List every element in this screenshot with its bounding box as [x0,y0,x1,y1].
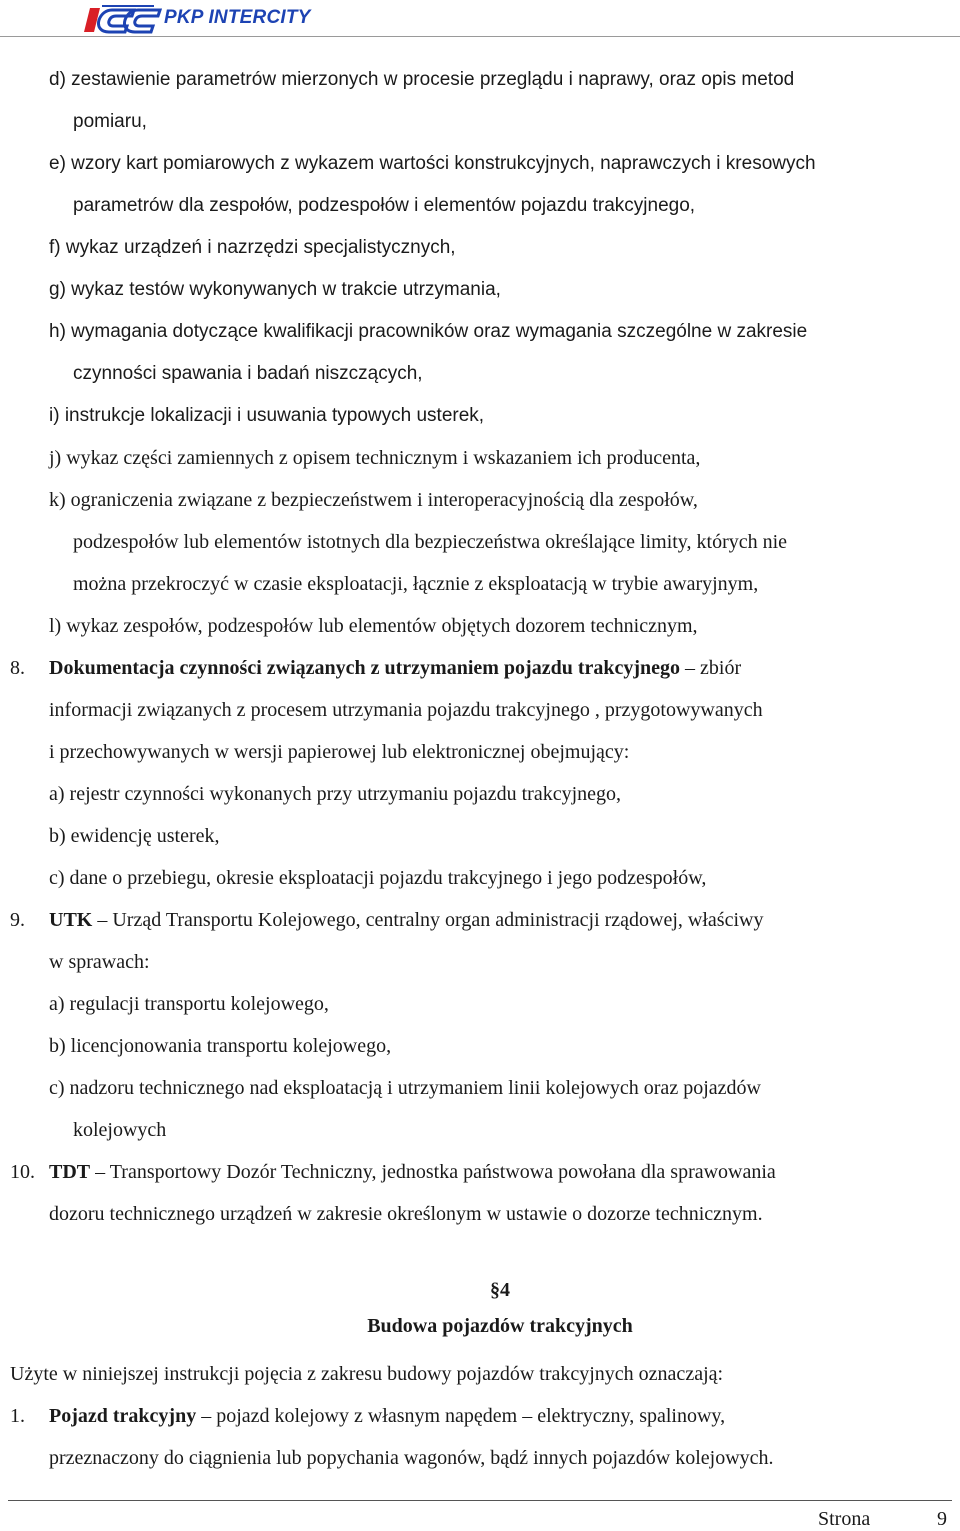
definition-line [49,1404,725,1428]
ic-logo-icon [84,4,162,34]
text-line: w sprawach: [49,951,150,973]
definition-line [49,908,763,932]
text-line: c) dane o przebiegu, okresie eksploatacji pojazdu trakcyjnego i jego podzespołów, [49,867,707,889]
definition-text: – Transportowy Dozór Techniczny, jednostka państwowa powołana dla sprawowania [90,1161,776,1183]
definition-text: – Urząd Transportu Kolejowego, centralny organ administracji rządowej, właściwy [92,909,764,931]
text-line: przeznaczony do ciągnienia lub popychania wagonów, bądź innych pojazdów kolejowych. [49,1447,774,1469]
text-line: parametrów dla zespołów, podzespołów i elementów pojazdu trakcyjnego, [73,195,696,216]
text-line: f) wykaz urządzeń i nazrzędzi specjalistycznych, [49,237,456,258]
page-number: 9 [937,1508,947,1530]
section-number: §4 [490,1279,510,1301]
term: Dokumentacja czynności związanych z utrzymaniem pojazdu trakcyjnego [49,657,681,679]
text-line: dozoru technicznego urządzeń w zakresie określonym w ustawie o dozorze technicznym. [49,1203,763,1225]
text-line: l) wykaz zespołów, podzespołów lub elementów objętych dozorem technicznym, [49,615,698,637]
definition-text: – zbiór [680,657,742,679]
text-line: c) nadzoru technicznego nad eksploatacją i utrzymaniem linii kolejowych oraz pojazdów [49,1077,761,1099]
text-line: b) licencjonowania transportu kolejowego, [49,1035,392,1057]
footer-divider [8,1500,952,1501]
text-line: j) wykaz części zamiennych z opisem technicznym i wskazaniem ich producenta, [49,447,701,469]
text-line: g) wykaz testów wykonywanych w trakcie utrzymania, [49,279,501,300]
text-line: d) zestawienie parametrów mierzonych w procesie przeglądu i naprawy, oraz opis metod [49,69,795,90]
list-number: 9. [10,909,25,931]
text-line: można przekroczyć w czasie eksploatacji, łącznie z eksploatacją w trybie awaryjnym, [73,573,759,595]
text-line: a) regulacji transportu kolejowego, [49,993,329,1015]
definition-line [49,1160,776,1184]
text-line: kolejowych [73,1119,167,1141]
term: UTK [49,909,93,931]
text-line: a) rejestr czynności wykonanych przy utrzymaniu pojazdu trakcyjnego, [49,783,622,805]
term: TDT [49,1161,91,1183]
text-line: podzespołów lub elementów istotnych dla bezpieczeństwa określające limity, których nie [73,531,788,553]
page-header [0,0,960,40]
text-line: informacji związanych z procesem utrzymania pojazdu trakcyjnego , przygotowywanych [49,699,763,721]
text-line: Użyte w niniejszej instrukcji pojęcia z zakresu budowy pojazdów trakcyjnych oznaczają: [10,1363,724,1385]
definition-text: – pojazd kolejowy z własnym napędem – elektryczny, spalinowy, [196,1405,726,1427]
text-line: h) wymagania dotyczące kwalifikacji pracowników oraz wymagania szczególne w zakresie [49,321,808,342]
section-title: Budowa pojazdów trakcyjnych [367,1315,633,1337]
logo-text: PKP INTERCITY [164,7,311,28]
text-line: e) wzory kart pomiarowych z wykazem wartości konstrukcyjnych, naprawczych i kresowych [49,153,816,174]
header-divider [0,36,960,37]
text-line: czynności spawania i badań niszczących, [73,363,423,384]
list-number: 10. [10,1161,35,1183]
list-number: 8. [10,657,25,679]
page-label: Strona [818,1508,871,1530]
text-line: pomiaru, [73,111,147,132]
text-line: i) instrukcje lokalizacji i usuwania typowych usterek, [49,405,485,426]
term: Pojazd trakcyjny [49,1405,197,1427]
list-number: 1. [10,1405,25,1427]
text-line: b) ewidencję usterek, [49,825,220,847]
text-line: i przechowywanych w wersji papierowej lub elektronicznej obejmujący: [49,741,630,763]
definition-line [49,656,741,680]
text-line: k) ograniczenia związane z bezpieczeństwem i interoperacyjnością dla zespołów, [49,489,698,511]
